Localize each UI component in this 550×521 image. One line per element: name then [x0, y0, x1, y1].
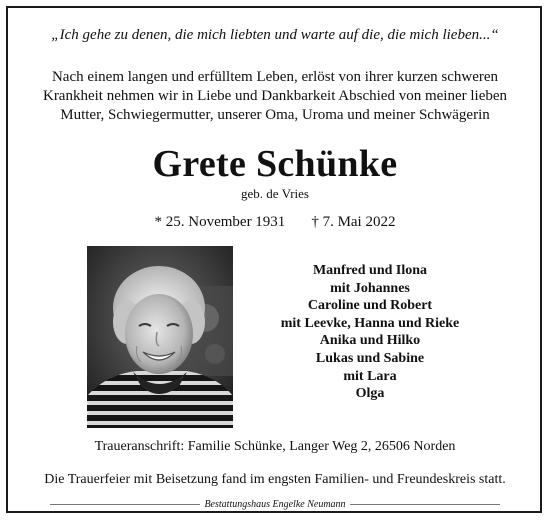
mourner-line: mit Leevke, Hanna und Rieke — [280, 315, 460, 331]
mourning-address: Traueranschrift: Familie Schünke, Langer Weg 2, 26506 Norden — [94, 439, 456, 454]
maiden-name: geb. de Vries — [241, 186, 309, 201]
intro-line: Mutter, Schwiegermutter, unserer Oma, Uroma und meiner Schwägerin — [60, 107, 490, 123]
death-date: † 7. Mai 2022 — [311, 214, 396, 230]
mourner-line: Olga — [355, 386, 385, 402]
birth-date: * 25. November 1931 — [154, 214, 286, 230]
mourner-line: mit Johannes — [330, 280, 410, 296]
portrait-photo — [87, 246, 233, 428]
quote: „Ich gehe zu denen, die mich liebten und warte auf die, die mich lieben...“ — [51, 27, 499, 43]
life-dates — [0, 213, 550, 231]
intro-text — [30, 68, 520, 125]
portrait-photo-graphic — [87, 246, 233, 428]
deceased-name: Grete Schünke — [152, 143, 398, 185]
mourner-line: mit Lara — [343, 368, 397, 384]
mourner-line: Caroline und Robert — [307, 298, 433, 314]
intro-line: Krankheit nehmen wir in Liebe und Dankbarkeit Abschied von meiner lieben — [42, 88, 508, 104]
divider — [350, 504, 500, 505]
mourner-line: Anika und Hilko — [319, 333, 421, 349]
funeral-home-credit — [0, 498, 550, 512]
intro-line: Nach einem langen und erfülltem Leben, erlöst von ihrer kurzen schweren — [51, 69, 499, 85]
mourner-line: Manfred und Ilona — [312, 263, 428, 278]
funeral-home-name: Bestattungshaus Engelke Neumann — [204, 499, 346, 510]
mourner-line: Lukas und Sabine — [315, 350, 425, 366]
divider — [50, 504, 200, 505]
mourners-list — [270, 262, 470, 403]
service-note: Die Trauerfeier mit Beisetzung fand im engsten Familien- und Freundeskreis statt. — [44, 472, 506, 487]
